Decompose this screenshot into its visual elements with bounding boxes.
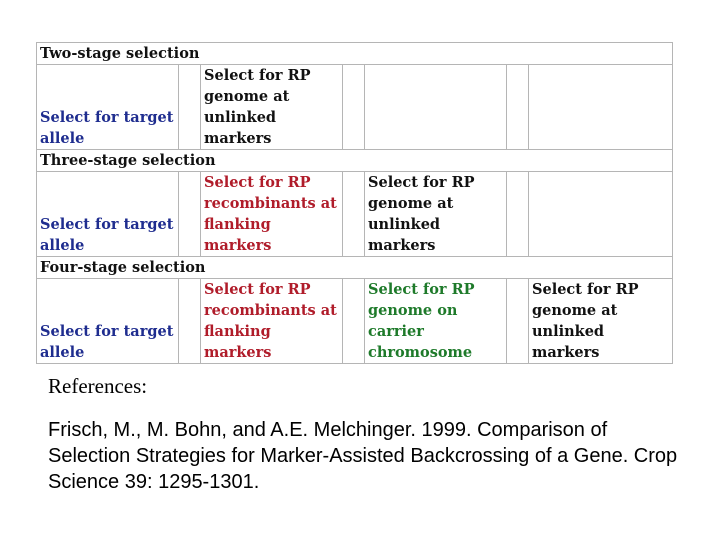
two-stage-unlinked-markers: Select for RP genome at unlinked markers [201, 65, 343, 150]
three-stage-flanking-markers: Select for RP recombinants at flanking markers [201, 172, 343, 257]
selection-strategies-table [36, 42, 673, 364]
two-stage-row [37, 65, 673, 150]
four-stage-row [37, 279, 673, 364]
four-stage-carrier-chromosome: Select for RP genome on carrier chromosome [365, 279, 507, 364]
three-stage-target-allele: Select for target allele [37, 172, 179, 257]
two-stage-title: Two-stage selection [37, 43, 673, 65]
three-stage-title: Three-stage selection [37, 150, 673, 172]
four-stage-header-row [37, 257, 673, 279]
references-title: References: [48, 374, 148, 398]
two-stage-target-allele: Select for target allele [37, 65, 179, 150]
three-stage-row [37, 172, 673, 257]
references-citation: Frisch, M., M. Bohn, and A.E. Melchinger. 1999. Comparison of Selection Strategies for Marker-Assisted Backcrossing of a Gene. Crop Science 39: 1295-1301. [48, 419, 678, 493]
three-stage-unlinked-markers: Select for RP genome at unlinked markers [365, 172, 507, 257]
four-stage-unlinked-markers: Select for RP genome at unlinked markers [529, 279, 673, 364]
references-section [48, 374, 688, 495]
two-stage-header-row [37, 43, 673, 65]
four-stage-target-allele: Select for target allele [37, 279, 179, 364]
four-stage-flanking-markers: Select for RP recombinants at flanking markers [201, 279, 343, 364]
four-stage-title: Four-stage selection [37, 257, 673, 279]
three-stage-header-row [37, 150, 673, 172]
